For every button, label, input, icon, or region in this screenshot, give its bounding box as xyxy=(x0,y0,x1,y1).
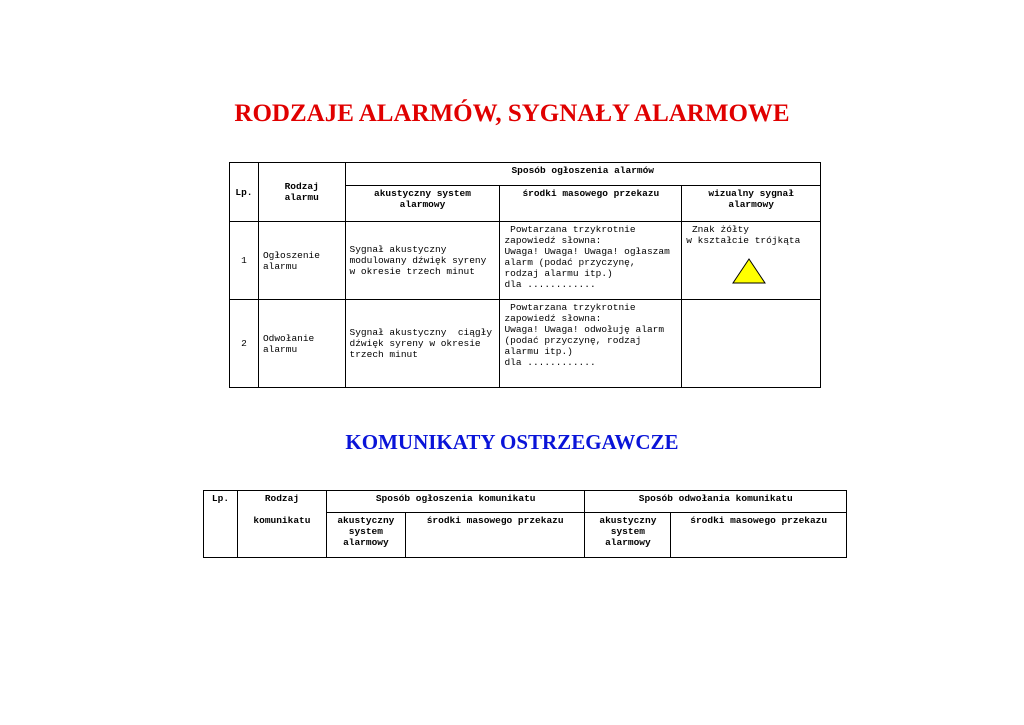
alarm-types-table xyxy=(229,162,821,388)
header-announce-acoustic: akustyczny system alarmowy xyxy=(326,513,405,558)
row-alarm-type: Odwołanie alarmu xyxy=(258,300,345,388)
row-mass-media: Powtarzana trzykrotnie zapowiedź słowna: Uwaga! Uwaga! odwołuję alarm (podać przyczynę, rodzaj alarmu itp.) dla ............ xyxy=(500,300,682,388)
header-announce-method: Sposób ogłoszenia komunikatu xyxy=(326,491,585,513)
table-row xyxy=(230,222,821,300)
visual-signal-text: Znak żółty w kształcie trójkąta xyxy=(686,224,801,246)
row-acoustic-signal: Sygnał akustyczny modulowany dźwięk syreny w okresie trzech minut xyxy=(345,222,500,300)
header-mass-media: środki masowego przekazu xyxy=(500,186,682,222)
header-visual: wizualny sygnał alarmowy xyxy=(682,186,821,222)
header-message-type: Rodzaj xyxy=(237,491,326,513)
header-cancel-acoustic: akustyczny system alarmowy xyxy=(585,513,671,558)
row-mass-media: Powtarzana trzykrotnie zapowiedź słowna: Uwaga! Uwaga! Uwaga! ogłaszam alarm (podać przyczynę, rodzaj alarmu itp.) dla ............ xyxy=(500,222,682,300)
header-message-type-cont: komunikatu xyxy=(237,513,326,558)
row-acoustic-signal: Sygnał akustyczny ciągły dźwięk syreny w okresie trzech minut xyxy=(345,300,500,388)
header-lp: Lp. xyxy=(204,491,238,513)
row-lp: 2 xyxy=(230,300,259,388)
section-title: KOMUNIKATY OSTRZEGAWCZE xyxy=(345,430,679,454)
row-visual-signal xyxy=(682,222,821,300)
header-announce-media: środki masowego przekazu xyxy=(405,513,585,558)
row-alarm-type: Ogłoszenie alarmu xyxy=(258,222,345,300)
header-cancel-media: środki masowego przekazu xyxy=(671,513,847,558)
page-title: RODZAJE ALARMÓW, SYGNAŁY ALARMOWE xyxy=(234,100,790,127)
table-row xyxy=(230,300,821,388)
header-announcement-method: Sposób ogłoszenia alarmów xyxy=(345,163,820,186)
header-lp-cont xyxy=(204,513,238,558)
row-lp: 1 xyxy=(230,222,259,300)
header-lp: Lp. xyxy=(230,163,259,222)
row-visual-signal xyxy=(682,300,821,388)
warning-messages-table xyxy=(203,490,847,558)
yellow-triangle-icon xyxy=(732,258,766,284)
header-cancel-method: Sposób odwołania komunikatu xyxy=(585,491,847,513)
header-acoustic: akustyczny system alarmowy xyxy=(345,186,500,222)
header-alarm-type: Rodzaj alarmu xyxy=(258,163,345,222)
